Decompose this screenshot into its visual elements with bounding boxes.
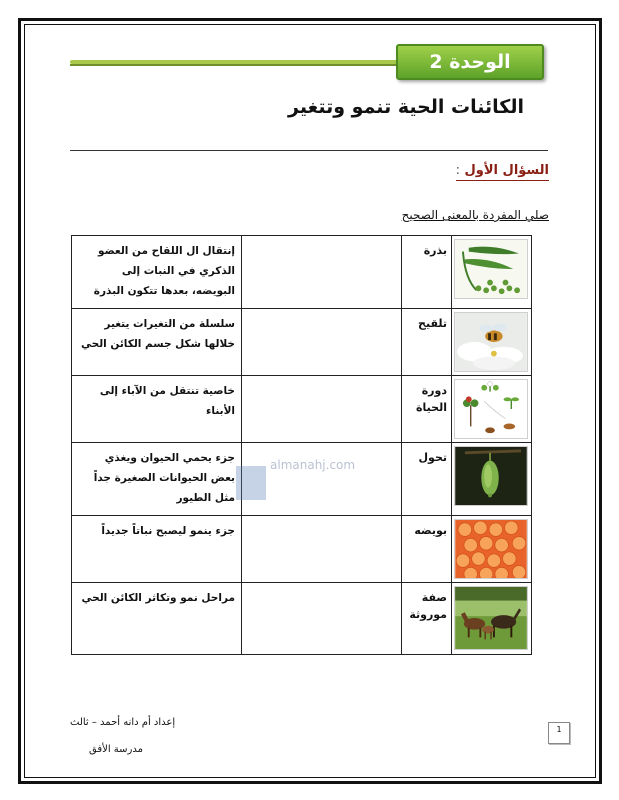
table-row (72, 442, 532, 515)
definition-cell: سلسلة من التغيرات يتغير خلالها شكل جسم الكائن الحي (72, 308, 242, 375)
matching-table (71, 235, 532, 655)
unit-banner: الوحدة 2 (396, 44, 544, 80)
page-title: الكائنات الحية تنمو وتتغير (288, 96, 524, 118)
table-row (72, 308, 532, 375)
word-cell: صفة موروثة (402, 582, 452, 654)
image-cell (452, 442, 532, 515)
definition-cell: خاصية تنتقل من الآباء إلى الأبناء (72, 375, 242, 442)
word-cell: دورة الحياة (402, 375, 452, 442)
footer-school: مدرسة الأفق (89, 744, 143, 755)
table-row (72, 236, 532, 309)
word-cell: بويضه (402, 515, 452, 582)
blank-cell (242, 308, 402, 375)
table-row (72, 375, 532, 442)
word-cell: تلقيح (402, 308, 452, 375)
eggs-icon (454, 519, 528, 579)
table-row (72, 515, 532, 582)
blank-cell (242, 442, 402, 515)
blank-cell (242, 515, 402, 582)
question-colon: : (455, 163, 460, 178)
image-cell (452, 308, 532, 375)
horses-icon (454, 586, 528, 650)
word-cell: تحول (402, 442, 452, 515)
unit-underline-shadow (70, 64, 400, 66)
chrysalis-icon (454, 446, 528, 506)
image-cell (452, 582, 532, 654)
instruction-text: صلي المفردة بالمعنى الصحيح (401, 208, 549, 222)
title-divider (70, 150, 548, 151)
definition-cell: مراحل نمو وتكاثر الكائن الحي (72, 582, 242, 654)
page-number: 1 (548, 722, 570, 744)
blank-cell (242, 582, 402, 654)
blank-cell (242, 375, 402, 442)
bee-flower-icon (454, 312, 528, 372)
footer-author: إعداد أم دانه أحمد – ثالث (70, 717, 176, 728)
image-cell (452, 375, 532, 442)
word-cell: بذرة (402, 236, 452, 309)
question-text: السؤال الأول (464, 163, 549, 178)
watermark-url: almanahj.com (270, 458, 356, 472)
plant-cycle-icon (454, 379, 528, 439)
definition-cell: جزء يحمي الحيوان ويغذي بعض الحيوانات الصغيرة جداً مثل الطيور (72, 442, 242, 515)
image-cell (452, 515, 532, 582)
table-row (72, 582, 532, 654)
peas-icon (454, 239, 528, 299)
definition-cell: إنتقال ال اللقاح من العضو الذكري في النبات إلى البويضه، بعدها تتكون البذرة (72, 236, 242, 309)
image-cell (452, 236, 532, 309)
question-label (456, 163, 549, 181)
blank-cell (242, 236, 402, 309)
definition-cell: جزء ينمو ليصبح نباتاً جديداً (72, 515, 242, 582)
